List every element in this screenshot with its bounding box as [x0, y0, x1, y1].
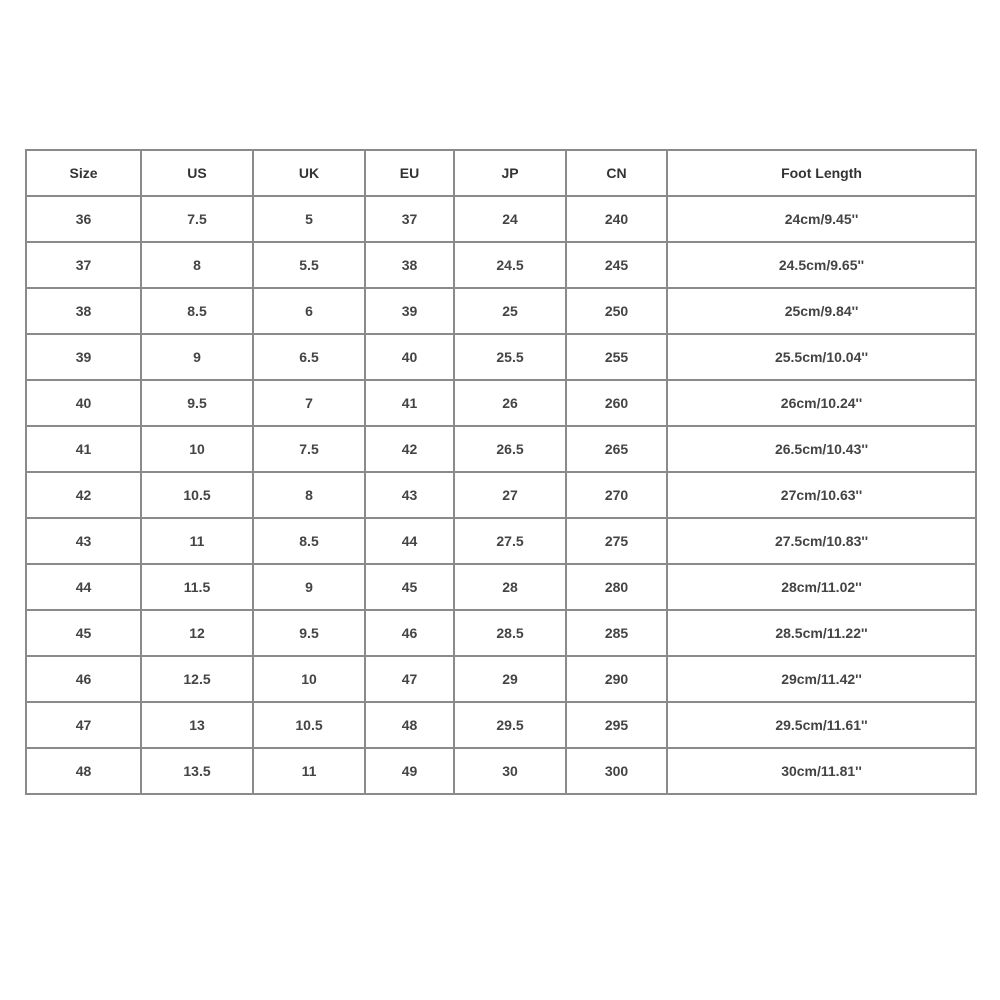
cell-jp: 26.5 [454, 426, 566, 472]
table-row [26, 564, 976, 610]
cell-foot-length: 27cm/10.63'' [667, 472, 976, 518]
cell-uk: 11 [253, 748, 365, 794]
cell-foot-length: 27.5cm/10.83'' [667, 518, 976, 564]
cell-cn: 270 [566, 472, 667, 518]
cell-eu: 42 [365, 426, 454, 472]
cell-foot-length: 28.5cm/11.22'' [667, 610, 976, 656]
cell-foot-length: 24cm/9.45'' [667, 196, 976, 242]
cell-uk: 9.5 [253, 610, 365, 656]
table-row [26, 656, 976, 702]
cell-cn: 295 [566, 702, 667, 748]
cell-us: 12.5 [141, 656, 253, 702]
cell-foot-length: 25cm/9.84'' [667, 288, 976, 334]
size-chart-table [25, 149, 977, 795]
cell-eu: 47 [365, 656, 454, 702]
cell-eu: 40 [365, 334, 454, 380]
cell-foot-length: 25.5cm/10.04'' [667, 334, 976, 380]
cell-size: 48 [26, 748, 141, 794]
header-row [26, 150, 976, 196]
cell-uk: 5.5 [253, 242, 365, 288]
cell-size: 36 [26, 196, 141, 242]
header-cell-us: US [141, 150, 253, 196]
cell-us: 11.5 [141, 564, 253, 610]
cell-foot-length: 28cm/11.02'' [667, 564, 976, 610]
cell-jp: 27.5 [454, 518, 566, 564]
cell-foot-length: 29cm/11.42'' [667, 656, 976, 702]
cell-uk: 5 [253, 196, 365, 242]
cell-size: 45 [26, 610, 141, 656]
header-cell-uk: UK [253, 150, 365, 196]
cell-foot-length: 29.5cm/11.61'' [667, 702, 976, 748]
header-cell-jp: JP [454, 150, 566, 196]
table-header [26, 150, 976, 196]
cell-size: 43 [26, 518, 141, 564]
table-row [26, 380, 976, 426]
cell-jp: 29 [454, 656, 566, 702]
cell-eu: 45 [365, 564, 454, 610]
cell-cn: 290 [566, 656, 667, 702]
cell-foot-length: 24.5cm/9.65'' [667, 242, 976, 288]
cell-foot-length: 26cm/10.24'' [667, 380, 976, 426]
cell-us: 10.5 [141, 472, 253, 518]
cell-uk: 7 [253, 380, 365, 426]
cell-uk: 10 [253, 656, 365, 702]
cell-foot-length: 30cm/11.81'' [667, 748, 976, 794]
cell-cn: 280 [566, 564, 667, 610]
cell-us: 13 [141, 702, 253, 748]
cell-size: 39 [26, 334, 141, 380]
table-row [26, 334, 976, 380]
table-row [26, 702, 976, 748]
cell-size: 46 [26, 656, 141, 702]
cell-eu: 39 [365, 288, 454, 334]
table-row [26, 472, 976, 518]
table-row [26, 426, 976, 472]
cell-uk: 8 [253, 472, 365, 518]
table-body [26, 196, 976, 794]
cell-us: 9.5 [141, 380, 253, 426]
table-row [26, 288, 976, 334]
cell-us: 9 [141, 334, 253, 380]
cell-us: 8.5 [141, 288, 253, 334]
header-cell-size: Size [26, 150, 141, 196]
cell-cn: 255 [566, 334, 667, 380]
cell-jp: 27 [454, 472, 566, 518]
cell-cn: 300 [566, 748, 667, 794]
table-row [26, 196, 976, 242]
cell-eu: 49 [365, 748, 454, 794]
cell-eu: 38 [365, 242, 454, 288]
cell-jp: 28.5 [454, 610, 566, 656]
cell-cn: 260 [566, 380, 667, 426]
table-row [26, 518, 976, 564]
cell-cn: 285 [566, 610, 667, 656]
cell-size: 40 [26, 380, 141, 426]
cell-eu: 46 [365, 610, 454, 656]
cell-size: 42 [26, 472, 141, 518]
cell-uk: 10.5 [253, 702, 365, 748]
cell-size: 41 [26, 426, 141, 472]
cell-size: 38 [26, 288, 141, 334]
cell-cn: 265 [566, 426, 667, 472]
header-cell-cn: CN [566, 150, 667, 196]
cell-jp: 24 [454, 196, 566, 242]
cell-jp: 28 [454, 564, 566, 610]
cell-size: 44 [26, 564, 141, 610]
cell-jp: 29.5 [454, 702, 566, 748]
cell-uk: 9 [253, 564, 365, 610]
cell-uk: 6.5 [253, 334, 365, 380]
cell-jp: 26 [454, 380, 566, 426]
header-cell-eu: EU [365, 150, 454, 196]
cell-jp: 30 [454, 748, 566, 794]
cell-jp: 24.5 [454, 242, 566, 288]
cell-eu: 43 [365, 472, 454, 518]
cell-us: 13.5 [141, 748, 253, 794]
cell-foot-length: 26.5cm/10.43'' [667, 426, 976, 472]
table-row [26, 610, 976, 656]
cell-size: 47 [26, 702, 141, 748]
cell-us: 7.5 [141, 196, 253, 242]
header-cell-foot-length: Foot Length [667, 150, 976, 196]
cell-eu: 37 [365, 196, 454, 242]
cell-us: 11 [141, 518, 253, 564]
table-row [26, 242, 976, 288]
cell-cn: 275 [566, 518, 667, 564]
cell-size: 37 [26, 242, 141, 288]
cell-eu: 41 [365, 380, 454, 426]
cell-us: 8 [141, 242, 253, 288]
cell-eu: 44 [365, 518, 454, 564]
cell-us: 12 [141, 610, 253, 656]
table-row [26, 748, 976, 794]
cell-eu: 48 [365, 702, 454, 748]
cell-cn: 250 [566, 288, 667, 334]
cell-cn: 240 [566, 196, 667, 242]
cell-us: 10 [141, 426, 253, 472]
cell-uk: 7.5 [253, 426, 365, 472]
cell-jp: 25 [454, 288, 566, 334]
cell-uk: 6 [253, 288, 365, 334]
cell-jp: 25.5 [454, 334, 566, 380]
cell-cn: 245 [566, 242, 667, 288]
cell-uk: 8.5 [253, 518, 365, 564]
